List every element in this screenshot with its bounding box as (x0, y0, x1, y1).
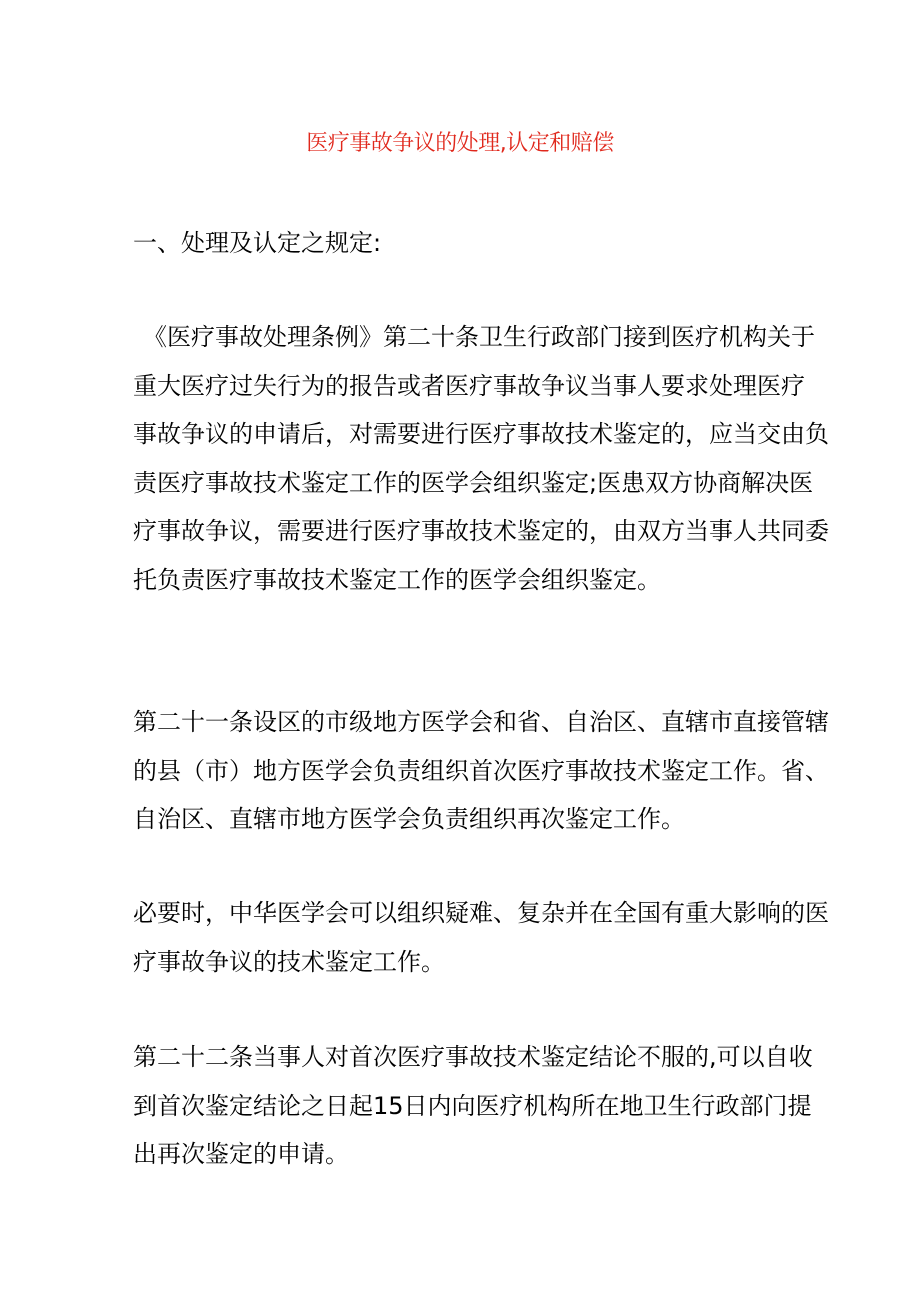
paragraph-line: 托负责医疗事故技术鉴定工作的医学会组织鉴定。 (133, 565, 661, 594)
paragraph-chinese-medical-association (133, 889, 829, 986)
document-title: 医疗事故争议的处理,认定和赔偿 (306, 131, 614, 156)
paragraph-line: 事故争议的申请后，对需要进行医疗事故技术鉴定的，应当交由负 (133, 420, 829, 448)
paragraph-line: 自治区、直辖市地方医学会负责组织再次鉴定工作。 (133, 805, 685, 833)
paragraph-line: 疗事故争议，需要进行医疗事故技术鉴定的，由双方当事人共同委 (133, 517, 829, 545)
paragraph-article-22 (133, 1033, 813, 1179)
section-heading: 一、处理及认定之规定: (133, 229, 382, 257)
paragraph-line: 的县（市）地方医学会负责组织首次医疗事故技术鉴定工作。省、 (133, 756, 829, 785)
paragraph-article-21 (133, 698, 829, 844)
paragraph-line: 《医疗事故处理条例》第二十条卫生行政部门接到医疗机构关于 (143, 323, 815, 351)
paragraph-line: 责医疗事故技术鉴定工作的医学会组织鉴定;医患双方协商解决医 (133, 468, 814, 497)
paragraph-article-20 (133, 313, 829, 604)
paragraph-line: 第二十一条设区的市级地方医学会和省、自治区、直辖市直接管辖 (133, 708, 829, 736)
paragraph-line: 到首次鉴定结论之日起15日内向医疗机构所在地卫生行政部门提 (133, 1091, 812, 1120)
paragraph-line: 出再次鉴定的申请。 (133, 1140, 349, 1168)
paragraph-line: 必要时，中华医学会可以组织疑难、复杂并在全国有重大影响的医 (133, 899, 829, 927)
paragraph-line: 重大医疗过失行为的报告或者医疗事故争议当事人要求处理医疗 (133, 371, 805, 400)
paragraph-line: 第二十二条当事人对首次医疗事故技术鉴定结论不服的,可以自收 (133, 1043, 813, 1071)
paragraph-line: 疗事故争议的技术鉴定工作。 (133, 947, 445, 976)
